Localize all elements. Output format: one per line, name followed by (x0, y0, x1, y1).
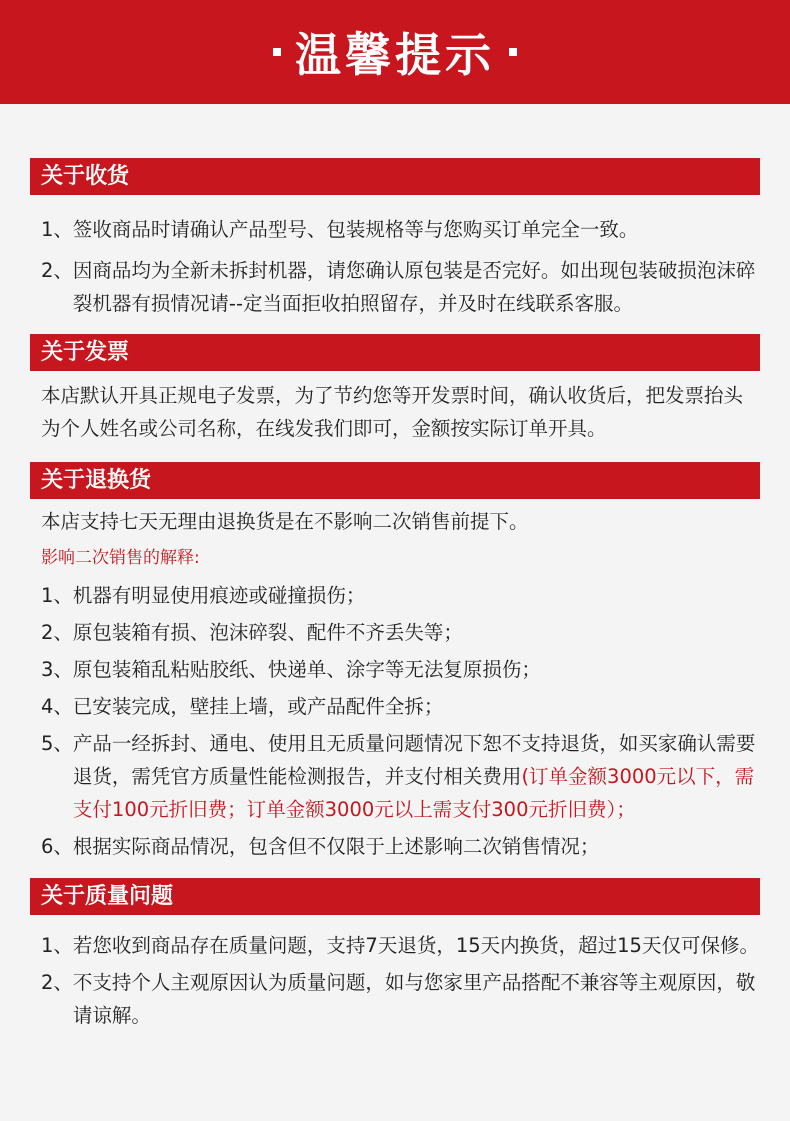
section-heading-receiving: 关于收货 (30, 158, 760, 195)
item-text: 不支持个人主观原因认为质量问题，如与您家里产品搭配不兼容等主观原因，敬请谅解。 (72, 971, 756, 1027)
item-text: 若您收到商品存在质量问题，支持7天退货，15天内换货，超过15天仅可保修。 (72, 934, 759, 957)
item-number: 1、 (41, 934, 73, 957)
item-text: 原包装箱有损、泡沫碎裂、配件不齐丢失等； (72, 621, 463, 644)
item-number: 5、 (41, 732, 73, 755)
section-invoice-content (0, 371, 790, 445)
banner-title: 温馨提示 (295, 28, 495, 82)
paragraph: 本店默认开具正规电子发票，为了节约您等开发票时间，确认收货后，把发票抬头为个人姓名或公司名称，在线发我们即可，金额按实际订单开具。 (41, 384, 744, 440)
item-number: 2、 (41, 259, 73, 282)
paragraph: 本店支持七天无理由退换货是在不影响二次销售前提下。 (41, 510, 529, 533)
item-number: 3、 (41, 658, 73, 681)
list-item (41, 966, 760, 1032)
list-item (41, 690, 760, 723)
section-receiving-content (0, 195, 790, 320)
item-number: 1、 (41, 584, 73, 607)
section-quality-content (0, 915, 790, 1032)
item-text: 签收商品时请确认产品型号、包装规格等与您购买订单完全一致。 (72, 218, 639, 241)
list-item (41, 830, 760, 863)
section-heading-quality: 关于质量问题 (30, 878, 760, 915)
item-text: 因商品均为全新未拆封机器，请您确认原包装是否完好。如出现包装破损泡沫碎裂机器有损情况请--定当面拒收拍照留存，并及时在线联系客服。 (72, 259, 756, 315)
list-item (41, 616, 760, 649)
item-number: 2、 (41, 971, 73, 994)
list-item (41, 727, 760, 826)
list-item (41, 653, 760, 686)
item-number: 1、 (41, 218, 73, 241)
item-number: 4、 (41, 695, 73, 718)
item-text: 原包装箱乱粘贴胶纸、快递单、涂字等无法复原损伤； (72, 658, 541, 681)
item-number: 6、 (41, 835, 73, 858)
subheading: 影响二次销售的解释: (41, 548, 200, 568)
item-text: 根据实际商品情况，包含但不仅限于上述影响二次销售情况； (72, 835, 600, 858)
section-returns-content (0, 499, 790, 863)
item-text: 机器有明显使用痕迹或碰撞损伤； (72, 584, 366, 607)
item-number: 2、 (41, 621, 73, 644)
item-text-red: (订单金额3000元以下，需支付100元折旧费；订单金额3000元以上需支付300元折旧费）； (72, 765, 755, 821)
banner (0, 0, 790, 104)
list-item (41, 254, 760, 320)
list-item (41, 579, 760, 612)
item-text-wrap (73, 727, 760, 826)
item-text: 产品一经拆封、通电、使用且无质量问题情况下恕不支持退货，如买家确认需要退货，需凭官方质量性能检测报告，并支付相关费用 (72, 732, 756, 788)
dot-right (509, 48, 517, 56)
list-item (41, 213, 760, 246)
item-text: 已安装完成，壁挂上墙，或产品配件全拆； (72, 695, 444, 718)
section-heading-invoice: 关于发票 (30, 334, 760, 371)
section-heading-returns: 关于退换货 (30, 462, 760, 499)
dot-left (273, 48, 281, 56)
list-item (41, 929, 760, 962)
